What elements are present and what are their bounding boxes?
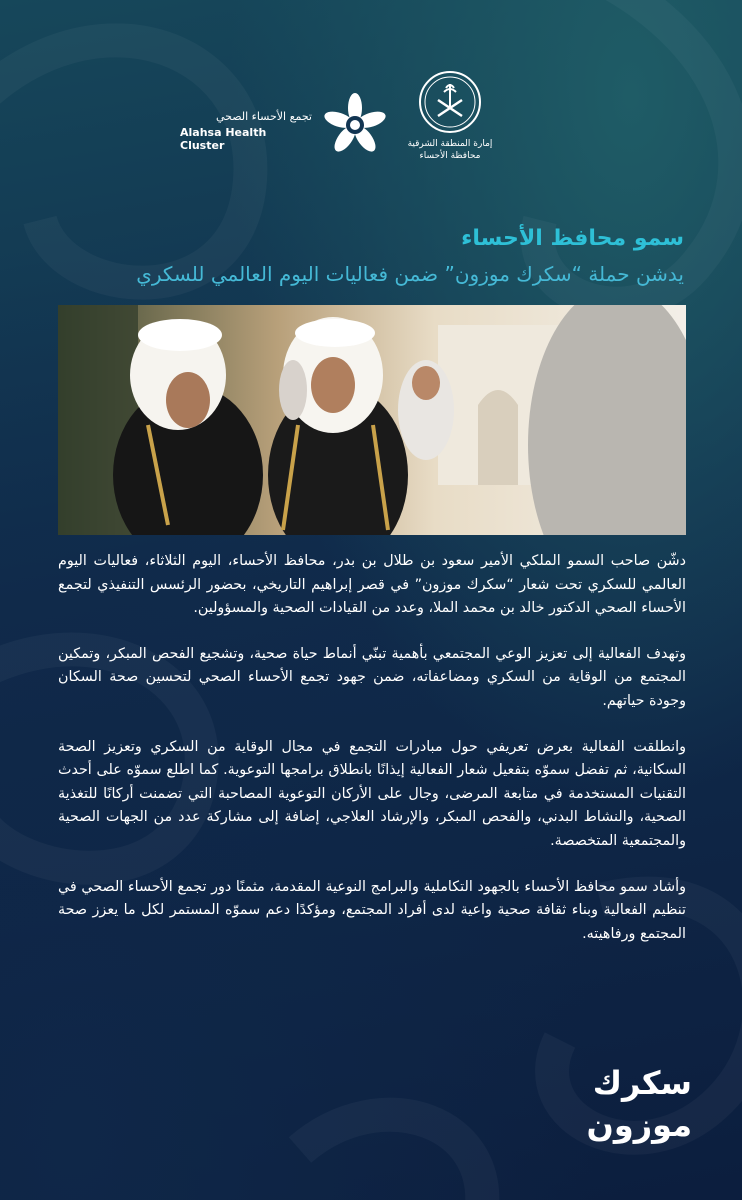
health-cluster-name-ar: تجمع الأحساء الصحي xyxy=(215,110,312,123)
article-paragraph: وتهدف الفعالية إلى تعزيز الوعي المجتمعي بأهمية تبنّي أنماط حياة صحية، وتشجيع الفحص المبكر، وتمكين المجتمع من الوقاية من السكري ومضاعفاته، ضمن جهود تجمع الأحساء الصحي لتحسين صحة السكان وجودة حياتهم. xyxy=(58,645,686,709)
article-paragraph: وانطلقت الفعالية بعرض تعريفي حول مبادرات التجمع في مجال الوقاية من السكري وتعزيز الصحة السكانية، ثم تفضل سموّه بتفعيل شعار الفعالية إيذانًا بانطلاق برامجها التوعوية. كما اطلع سموّه على أحدث التقنيات المستخدمة في متابعة المرضى، وجال على الأركان التوعوية المصاحبة التي تضمنت أركانًا للتغذية الصحية، والنشاط البدني، والفحص المبكر، والإرشاد العلاجي، إضافة إلى مشاركة عدد من الجهات الصحية والمجتمعية المتخصصة. xyxy=(58,738,686,849)
gov-line-1: إمارة المنطقة الشرقية xyxy=(407,139,493,149)
article-paragraph: وأشاد سمو محافظ الأحساء بالجهود التكاملية والبرامج النوعية المقدمة، مثمنًا دور تجمع الأحساء الصحي في تنظيم الفعالية وبناء ثقافة صحية واعية لدى أفراد المجتمع، ومؤكدًا دعم سموّه المستمر لكل ما يعزز صحة المجتمع ورفاهيته. xyxy=(58,878,686,942)
health-cluster-logo xyxy=(180,85,390,155)
event-photo xyxy=(58,305,686,535)
campaign-logo-line-1: سكرك xyxy=(592,1064,692,1102)
health-cluster-name-en: Alahsa Health Cluster xyxy=(180,126,267,152)
article-paragraph: دشّن صاحب السمو الملكي الأمير سعود بن طلال بن بدر، محافظ الأحساء، اليوم الثلاثاء، فعاليات اليوم العالمي للسكري تحت شعار “سكرك موزون” في قصر إبراهيم التاريخي، بحضور الرئسس التنفيذي لتجمع الأحساء الصحي الدكتور خالد بن محمد الملا، وعدد من القيادات الصحية والمسؤولين. xyxy=(58,553,686,617)
eastern-province-logo xyxy=(405,70,495,162)
campaign-logo xyxy=(586,1062,692,1146)
saudi-emblem-icon xyxy=(418,70,482,134)
article-body xyxy=(58,550,686,968)
gov-line-2: محافظة الأحساء xyxy=(419,151,481,161)
headline-title: سمو محافظ الأحساء xyxy=(461,226,684,251)
headline-subtitle: يدشن حملة “سكرك موزون” ضمن فعاليات اليوم العالمي للسكري xyxy=(136,262,684,286)
campaign-logo-line-2: موزون xyxy=(586,1106,692,1144)
logos-row xyxy=(180,70,500,170)
health-cluster-star-icon xyxy=(320,90,390,160)
